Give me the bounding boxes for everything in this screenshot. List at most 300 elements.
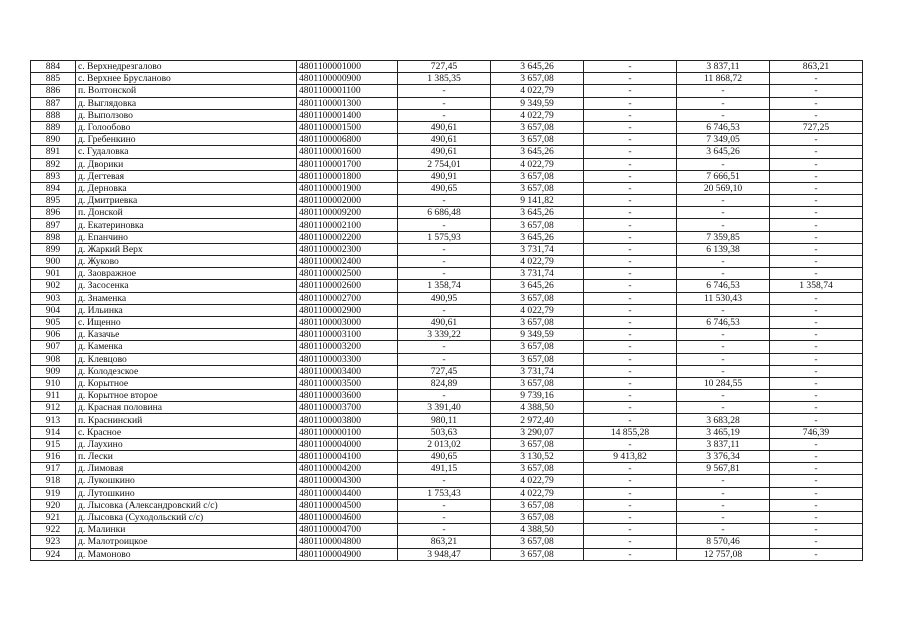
value-cell-2: 3 657,08 — [491, 292, 584, 304]
settlement-name-cell: с. Ищенно — [76, 316, 297, 328]
settlement-name-cell: д. Каменка — [76, 341, 297, 353]
settlement-name-cell: с. Гудаловка — [76, 146, 297, 158]
row-number-cell: 898 — [31, 231, 76, 243]
table-row — [31, 134, 863, 146]
value-cell-2: 3 657,08 — [491, 353, 584, 365]
value-cell-1: 490,91 — [398, 170, 491, 182]
code-cell: 4801100001400 — [297, 109, 398, 121]
value-cell-3: - — [584, 329, 677, 341]
table-row — [31, 121, 863, 133]
value-cell-3: - — [584, 487, 677, 499]
value-cell-2: 3 645,26 — [491, 61, 584, 73]
table-body — [31, 61, 863, 561]
value-cell-4: - — [677, 256, 770, 268]
value-cell-2: 4 388,50 — [491, 402, 584, 414]
value-cell-5: - — [770, 73, 863, 85]
value-cell-3: - — [584, 61, 677, 73]
table-row — [31, 377, 863, 389]
table-row — [31, 511, 863, 523]
settlement-name-cell: д. Заовражное — [76, 268, 297, 280]
code-cell: 4801100004800 — [297, 536, 398, 548]
settlement-name-cell: д. Выползово — [76, 109, 297, 121]
value-cell-5: - — [770, 487, 863, 499]
row-number-cell: 896 — [31, 207, 76, 219]
value-cell-2: 3 731,74 — [491, 365, 584, 377]
value-cell-5: - — [770, 353, 863, 365]
row-number-cell: 900 — [31, 256, 76, 268]
code-cell: 4801100003300 — [297, 353, 398, 365]
value-cell-1: - — [398, 243, 491, 255]
value-cell-2: 3 657,08 — [491, 341, 584, 353]
value-cell-5: - — [770, 390, 863, 402]
value-cell-2: 9 349,59 — [491, 329, 584, 341]
code-cell: 4801100006800 — [297, 134, 398, 146]
value-cell-2: 3 645,26 — [491, 146, 584, 158]
settlement-name-cell: д. Лутошкино — [76, 487, 297, 499]
value-cell-1: - — [398, 256, 491, 268]
table-row — [31, 280, 863, 292]
row-number-cell: 902 — [31, 280, 76, 292]
row-number-cell: 904 — [31, 304, 76, 316]
settlement-name-cell: д. Гребенкино — [76, 134, 297, 146]
value-cell-5: - — [770, 268, 863, 280]
value-cell-3: - — [584, 377, 677, 389]
value-cell-1: 1 358,74 — [398, 280, 491, 292]
table-row — [31, 73, 863, 85]
code-cell: 4801100002000 — [297, 195, 398, 207]
row-number-cell: 903 — [31, 292, 76, 304]
value-cell-1: - — [398, 195, 491, 207]
settlement-name-cell: д. Епанчино — [76, 231, 297, 243]
row-number-cell: 885 — [31, 73, 76, 85]
code-cell: 4801100004300 — [297, 475, 398, 487]
code-cell: 4801100002300 — [297, 243, 398, 255]
settlement-name-cell: п. Волтонской — [76, 85, 297, 97]
value-cell-2: 3 657,08 — [491, 548, 584, 560]
code-cell: 4801100001100 — [297, 85, 398, 97]
table-row — [31, 292, 863, 304]
row-number-cell: 884 — [31, 61, 76, 73]
value-cell-2: 3 731,74 — [491, 268, 584, 280]
code-cell: 4801100002900 — [297, 304, 398, 316]
value-cell-4: - — [677, 365, 770, 377]
row-number-cell: 922 — [31, 524, 76, 536]
code-cell: 4801100001000 — [297, 61, 398, 73]
table-row — [31, 475, 863, 487]
code-cell: 4801100004100 — [297, 451, 398, 463]
value-cell-4: 10 284,55 — [677, 377, 770, 389]
value-cell-4: - — [677, 511, 770, 523]
table-row — [31, 402, 863, 414]
value-cell-5: 1 358,74 — [770, 280, 863, 292]
value-cell-5: - — [770, 219, 863, 231]
value-cell-3: - — [584, 73, 677, 85]
value-cell-1: - — [398, 475, 491, 487]
value-cell-2: 9 739,16 — [491, 390, 584, 402]
value-cell-3: - — [584, 134, 677, 146]
value-cell-4: - — [677, 97, 770, 109]
value-cell-1: - — [398, 390, 491, 402]
table-row — [31, 463, 863, 475]
value-cell-5: - — [770, 195, 863, 207]
row-number-cell: 924 — [31, 548, 76, 560]
value-cell-4: - — [677, 475, 770, 487]
value-cell-1: 3 948,47 — [398, 548, 491, 560]
settlement-name-cell: д. Выглядовка — [76, 97, 297, 109]
value-cell-2: 3 657,08 — [491, 463, 584, 475]
row-number-cell: 918 — [31, 475, 76, 487]
value-cell-5: - — [770, 365, 863, 377]
value-cell-2: 3 657,08 — [491, 536, 584, 548]
value-cell-2: 3 657,08 — [491, 499, 584, 511]
value-cell-3: - — [584, 121, 677, 133]
code-cell: 4801100004400 — [297, 487, 398, 499]
value-cell-4: 3 683,28 — [677, 414, 770, 426]
table-row — [31, 524, 863, 536]
row-number-cell: 905 — [31, 316, 76, 328]
table-row — [31, 548, 863, 560]
value-cell-5: - — [770, 97, 863, 109]
value-cell-5: - — [770, 548, 863, 560]
value-cell-4: 6 139,38 — [677, 243, 770, 255]
value-cell-3: - — [584, 304, 677, 316]
value-cell-1: 490,61 — [398, 146, 491, 158]
settlement-name-cell: д. Малотроицкое — [76, 536, 297, 548]
value-cell-2: 3 130,52 — [491, 451, 584, 463]
value-cell-4: 6 746,53 — [677, 121, 770, 133]
code-cell: 4801100003600 — [297, 390, 398, 402]
value-cell-3: - — [584, 158, 677, 170]
settlement-name-cell: д. Лимовая — [76, 463, 297, 475]
table-row — [31, 85, 863, 97]
code-cell: 4801100003400 — [297, 365, 398, 377]
table-row — [31, 256, 863, 268]
value-cell-3: - — [584, 414, 677, 426]
value-cell-3: - — [584, 146, 677, 158]
value-cell-1: 490,61 — [398, 134, 491, 146]
code-cell: 4801100001300 — [297, 97, 398, 109]
code-cell: 4801100002200 — [297, 231, 398, 243]
value-cell-2: 3 657,08 — [491, 511, 584, 523]
value-cell-2: 4 022,79 — [491, 158, 584, 170]
row-number-cell: 893 — [31, 170, 76, 182]
value-cell-4: - — [677, 85, 770, 97]
row-number-cell: 910 — [31, 377, 76, 389]
settlement-name-cell: д. Дмитриевка — [76, 195, 297, 207]
row-number-cell: 887 — [31, 97, 76, 109]
value-cell-1: - — [398, 341, 491, 353]
code-cell: 4801100003100 — [297, 329, 398, 341]
table-row — [31, 268, 863, 280]
value-cell-3: - — [584, 353, 677, 365]
row-number-cell: 915 — [31, 438, 76, 450]
table-row — [31, 451, 863, 463]
value-cell-2: 3 645,26 — [491, 231, 584, 243]
value-cell-1: 2 013,02 — [398, 438, 491, 450]
settlement-name-cell: д. Дерновка — [76, 182, 297, 194]
value-cell-5: - — [770, 463, 863, 475]
row-number-cell: 920 — [31, 499, 76, 511]
value-cell-3: - — [584, 207, 677, 219]
row-number-cell: 901 — [31, 268, 76, 280]
row-number-cell: 913 — [31, 414, 76, 426]
value-cell-3: - — [584, 243, 677, 255]
code-cell: 4801100001900 — [297, 182, 398, 194]
code-cell: 4801100001600 — [297, 146, 398, 158]
value-cell-5: - — [770, 170, 863, 182]
table-row — [31, 146, 863, 158]
value-cell-4: 3 376,34 — [677, 451, 770, 463]
row-number-cell: 892 — [31, 158, 76, 170]
value-cell-3: 14 855,28 — [584, 426, 677, 438]
value-cell-5: - — [770, 304, 863, 316]
table-row — [31, 353, 863, 365]
settlement-name-cell: д. Екатериновка — [76, 219, 297, 231]
value-cell-3: - — [584, 170, 677, 182]
code-cell: 4801100001500 — [297, 121, 398, 133]
settlement-name-cell: д. Лысовка (Суходольский с/с) — [76, 511, 297, 523]
code-cell: 4801100002600 — [297, 280, 398, 292]
value-cell-2: 3 657,08 — [491, 134, 584, 146]
code-cell: 4801100002700 — [297, 292, 398, 304]
row-number-cell: 906 — [31, 329, 76, 341]
value-cell-5: - — [770, 475, 863, 487]
code-cell: 4801100003700 — [297, 402, 398, 414]
value-cell-5: - — [770, 231, 863, 243]
value-cell-4: - — [677, 487, 770, 499]
value-cell-2: 4 022,79 — [491, 109, 584, 121]
value-cell-2: 4 022,79 — [491, 256, 584, 268]
value-cell-4: 3 837,11 — [677, 61, 770, 73]
value-cell-1: - — [398, 97, 491, 109]
value-cell-5: 746,39 — [770, 426, 863, 438]
value-cell-5: - — [770, 451, 863, 463]
value-cell-2: 4 022,79 — [491, 304, 584, 316]
settlement-name-cell: д. Корытное второе — [76, 390, 297, 402]
value-cell-3: - — [584, 475, 677, 487]
table-row — [31, 426, 863, 438]
settlement-name-cell: с. Верхнее Брусланово — [76, 73, 297, 85]
code-cell: 4801100004200 — [297, 463, 398, 475]
settlement-name-cell: д. Колодезское — [76, 365, 297, 377]
value-cell-5: - — [770, 499, 863, 511]
settlement-name-cell: д. Лукошкино — [76, 475, 297, 487]
table-row — [31, 341, 863, 353]
value-cell-1: 3 339,22 — [398, 329, 491, 341]
value-cell-4: - — [677, 268, 770, 280]
value-cell-3: - — [584, 195, 677, 207]
row-number-cell: 911 — [31, 390, 76, 402]
value-cell-3: - — [584, 182, 677, 194]
value-cell-4: - — [677, 499, 770, 511]
table-row — [31, 158, 863, 170]
value-cell-4: - — [677, 207, 770, 219]
value-cell-4: 11 868,72 — [677, 73, 770, 85]
value-cell-4: - — [677, 195, 770, 207]
value-cell-1: 6 686,48 — [398, 207, 491, 219]
value-cell-4: 7 666,51 — [677, 170, 770, 182]
code-cell: 4801100001800 — [297, 170, 398, 182]
table-row — [31, 219, 863, 231]
value-cell-4: 12 757,08 — [677, 548, 770, 560]
value-cell-5: - — [770, 414, 863, 426]
value-cell-3: - — [584, 463, 677, 475]
row-number-cell: 886 — [31, 85, 76, 97]
value-cell-2: 4 022,79 — [491, 85, 584, 97]
value-cell-2: 4 022,79 — [491, 475, 584, 487]
value-cell-1: 490,95 — [398, 292, 491, 304]
value-cell-1: 490,65 — [398, 182, 491, 194]
value-cell-5: - — [770, 182, 863, 194]
value-cell-3: - — [584, 511, 677, 523]
value-cell-3: - — [584, 548, 677, 560]
value-cell-1: 980,11 — [398, 414, 491, 426]
value-cell-3: - — [584, 499, 677, 511]
value-cell-5: - — [770, 207, 863, 219]
value-cell-1: 1 575,93 — [398, 231, 491, 243]
settlement-name-cell: п. Краснинский — [76, 414, 297, 426]
value-cell-4: - — [677, 390, 770, 402]
table-row — [31, 390, 863, 402]
settlement-name-cell: д. Лаухино — [76, 438, 297, 450]
value-cell-5: - — [770, 329, 863, 341]
value-cell-2: 4 388,50 — [491, 524, 584, 536]
settlement-name-cell: д. Малинки — [76, 524, 297, 536]
table-row — [31, 231, 863, 243]
value-cell-3: - — [584, 231, 677, 243]
row-number-cell: 923 — [31, 536, 76, 548]
value-cell-3: - — [584, 219, 677, 231]
table-row — [31, 182, 863, 194]
row-number-cell: 888 — [31, 109, 76, 121]
row-number-cell: 921 — [31, 511, 76, 523]
table-row — [31, 109, 863, 121]
value-cell-2: 3 657,08 — [491, 73, 584, 85]
value-cell-1: - — [398, 109, 491, 121]
value-cell-5: - — [770, 536, 863, 548]
table-row — [31, 195, 863, 207]
settlement-name-cell: д. Казачье — [76, 329, 297, 341]
code-cell: 4801100003200 — [297, 341, 398, 353]
value-cell-1: 490,61 — [398, 121, 491, 133]
value-cell-2: 3 657,08 — [491, 316, 584, 328]
settlement-name-cell: с. Красное — [76, 426, 297, 438]
value-cell-5: - — [770, 438, 863, 450]
table-row — [31, 243, 863, 255]
value-cell-3: - — [584, 97, 677, 109]
value-cell-5: - — [770, 146, 863, 158]
value-cell-5: - — [770, 524, 863, 536]
value-cell-3: 9 413,82 — [584, 451, 677, 463]
code-cell: 4801100002100 — [297, 219, 398, 231]
code-cell: 4801100001700 — [297, 158, 398, 170]
value-cell-1: 2 754,01 — [398, 158, 491, 170]
settlement-name-cell: п. Лески — [76, 451, 297, 463]
settlement-name-cell: д. Ильинка — [76, 304, 297, 316]
value-cell-5: 863,21 — [770, 61, 863, 73]
settlement-name-cell: д. Мамоново — [76, 548, 297, 560]
value-cell-3: - — [584, 109, 677, 121]
table-row — [31, 438, 863, 450]
table-row — [31, 329, 863, 341]
value-cell-5: - — [770, 158, 863, 170]
value-cell-5: - — [770, 85, 863, 97]
value-cell-1: 490,61 — [398, 316, 491, 328]
table-row — [31, 97, 863, 109]
row-number-cell: 912 — [31, 402, 76, 414]
value-cell-1: - — [398, 499, 491, 511]
settlement-name-cell: д. Засосенка — [76, 280, 297, 292]
value-cell-1: - — [398, 304, 491, 316]
value-cell-3: - — [584, 536, 677, 548]
settlement-name-cell: д. Жуково — [76, 256, 297, 268]
settlement-name-cell: д. Клевцово — [76, 353, 297, 365]
value-cell-5: - — [770, 341, 863, 353]
code-cell: 4801100004600 — [297, 511, 398, 523]
settlement-name-cell: д. Лысовка (Александровский с/с) — [76, 499, 297, 511]
row-number-cell: 909 — [31, 365, 76, 377]
value-cell-2: 2 972,40 — [491, 414, 584, 426]
value-cell-4: - — [677, 158, 770, 170]
row-number-cell: 899 — [31, 243, 76, 255]
code-cell: 4801100004700 — [297, 524, 398, 536]
code-cell: 4801100004500 — [297, 499, 398, 511]
value-cell-4: - — [677, 304, 770, 316]
value-cell-4: - — [677, 524, 770, 536]
row-number-cell: 914 — [31, 426, 76, 438]
row-number-cell: 916 — [31, 451, 76, 463]
value-cell-4: - — [677, 329, 770, 341]
code-cell: 4801100004000 — [297, 438, 398, 450]
value-cell-3: - — [584, 280, 677, 292]
table-row — [31, 304, 863, 316]
value-cell-4: - — [677, 402, 770, 414]
value-cell-4: 6 746,53 — [677, 316, 770, 328]
value-cell-2: 4 022,79 — [491, 487, 584, 499]
value-cell-5: 727,25 — [770, 121, 863, 133]
value-cell-1: 490,65 — [398, 451, 491, 463]
row-number-cell: 908 — [31, 353, 76, 365]
table-row — [31, 207, 863, 219]
value-cell-2: 9 141,82 — [491, 195, 584, 207]
settlement-name-cell: д. Дегтевая — [76, 170, 297, 182]
table-row — [31, 365, 863, 377]
settlement-name-cell: п. Донской — [76, 207, 297, 219]
value-cell-1: 503,63 — [398, 426, 491, 438]
value-cell-2: 3 657,08 — [491, 182, 584, 194]
value-cell-4: 7 349,05 — [677, 134, 770, 146]
table-row — [31, 487, 863, 499]
value-cell-4: - — [677, 341, 770, 353]
settlement-name-cell: с. Верхнедрезгалово — [76, 61, 297, 73]
row-number-cell: 919 — [31, 487, 76, 499]
value-cell-1: 863,21 — [398, 536, 491, 548]
value-cell-2: 3 731,74 — [491, 243, 584, 255]
value-cell-2: 3 290,07 — [491, 426, 584, 438]
settlement-name-cell: д. Голообово — [76, 121, 297, 133]
value-cell-1: 491,15 — [398, 463, 491, 475]
value-cell-4: 3 465,19 — [677, 426, 770, 438]
code-cell: 4801100004900 — [297, 548, 398, 560]
value-cell-2: 9 349,59 — [491, 97, 584, 109]
value-cell-4: - — [677, 109, 770, 121]
value-cell-4: 8 570,46 — [677, 536, 770, 548]
table-row — [31, 414, 863, 426]
row-number-cell: 895 — [31, 195, 76, 207]
value-cell-2: 3 645,26 — [491, 280, 584, 292]
value-cell-3: - — [584, 292, 677, 304]
value-cell-4: 11 530,43 — [677, 292, 770, 304]
